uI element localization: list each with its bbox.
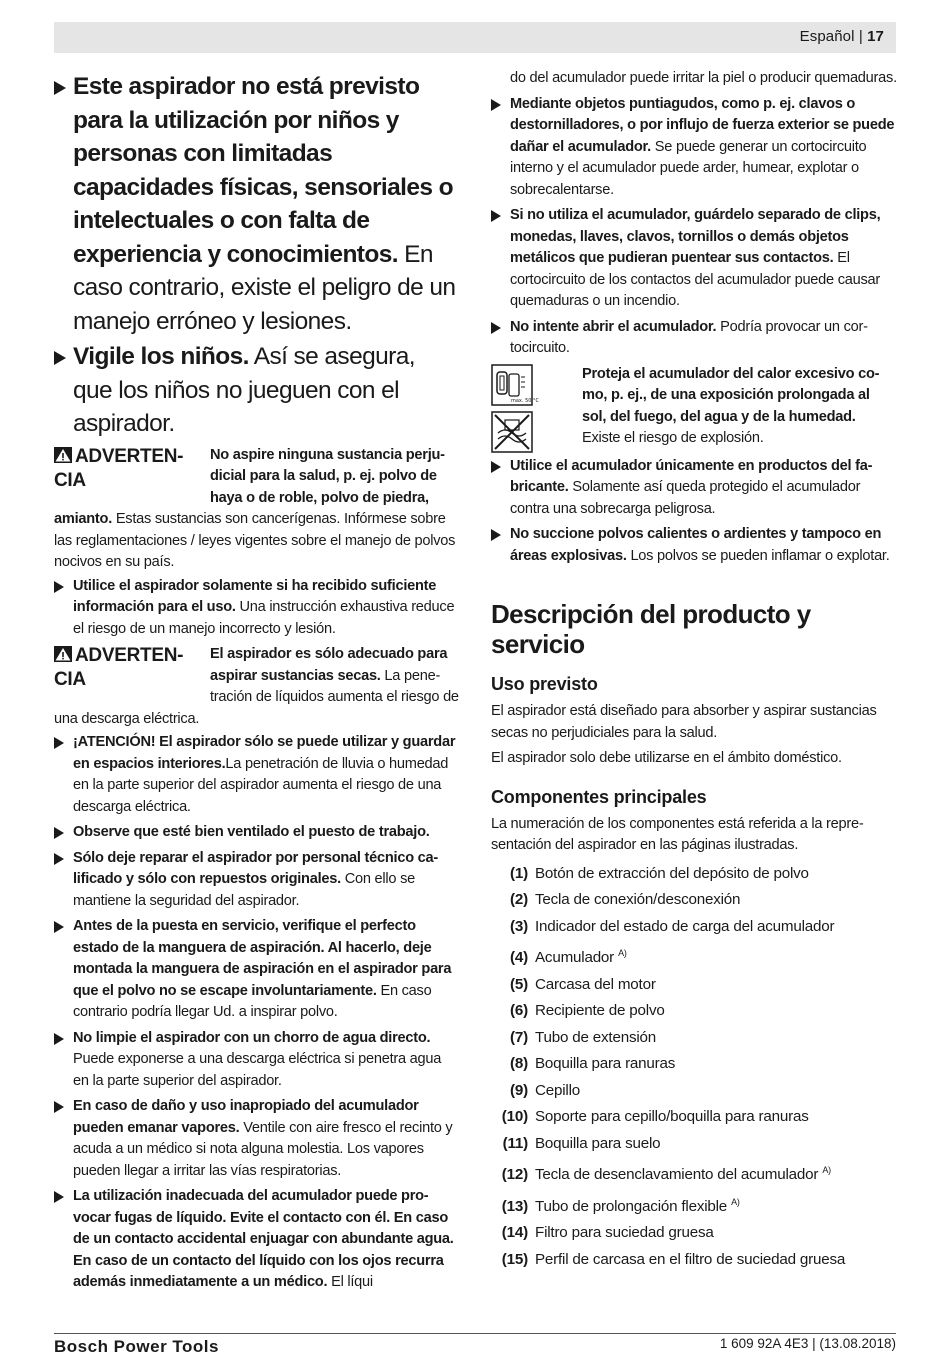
component-number: (1) [510, 864, 528, 882]
icon-label: max. 50 °C [511, 397, 540, 404]
component-item [491, 1189, 897, 1221]
bullet-text: Ventile con aire fresco el recinto y acuda a un médico si nota alguna molestia. Los vapores pueden llegar a irritar las vías respiratorias. [73, 1119, 453, 1179]
bullet-triangle-icon [54, 1101, 64, 1113]
uso-previsto-p1: El aspirador está diseñado para absorber y aspirar sustancias secas no perjudiciales para la salud. [491, 703, 877, 741]
bullet-item [54, 848, 459, 913]
bullet-text: Se puede generar un cortocircuito interno y el acumulador puede arder, humear, explotar o sobrecalentarse. [510, 138, 867, 198]
component-number: (13) [501, 1197, 528, 1215]
warning-block [54, 445, 459, 574]
bullet-item [491, 456, 897, 521]
bullet-bold: Mediante objetos puntiagudos, como p. ej. clavos o destornilladores, o por influjo de fuerza exterior se puede dañar el acumulador. [510, 95, 895, 155]
component-text: Boquilla para suelo [535, 1134, 661, 1152]
component-text: Tecla de desenclavamiento del acumulador [535, 1166, 819, 1183]
bullet-text: En caso contrario podría llegar Ud. a inspirar polvo. [73, 982, 432, 1020]
bullet-bold: No intente abrir el acumulador. [510, 318, 717, 335]
component-footnote: A) [731, 1196, 740, 1207]
bullet-bold: Utilice el acumulador únicamente en productos del fabricante. [510, 457, 873, 495]
component-number: (12) [501, 1166, 528, 1183]
warning-normal: La penetración de líquidos aumenta el riesgo de una descarga eléctrica. [54, 667, 459, 727]
component-item [491, 972, 897, 999]
bullet-triangle-icon [491, 210, 501, 222]
footer-doc-number: 1 609 92A 4E3 | (13.08.2018) [719, 1336, 896, 1351]
page-header [54, 22, 896, 53]
no-water-icon [491, 411, 533, 453]
component-item [491, 1247, 897, 1274]
component-text: Soporte para cepillo/boquilla para ranuras [535, 1108, 809, 1125]
bullet-text: El líqui [327, 1274, 373, 1290]
footer-divider [54, 1333, 896, 1334]
component-text: Cepillo [535, 1081, 581, 1099]
bullet-item [54, 576, 459, 641]
bullet-item [54, 1096, 459, 1182]
bullet-bold: Utilice el aspirador solamente si ha recibido suficiente información para el uso. [73, 577, 437, 615]
section-title: Descripción del producto y servicio [491, 599, 811, 659]
component-text: Tubo de prolongación flexible [535, 1197, 728, 1215]
component-number: (3) [510, 917, 528, 935]
component-text: Botón de extracción del depósito de polvo [535, 864, 809, 882]
bullet-item [54, 916, 459, 1024]
component-number: (5) [510, 975, 528, 993]
component-number: (11) [502, 1134, 528, 1152]
bullet-bold: Observe que esté bien ventilado el puesto de trabajo. [73, 824, 430, 840]
continuation-text: do del acumulador puede irritar la piel o producir quemaduras. [510, 70, 897, 86]
bullet-bold: ¡ATENCIÓN! El aspirador sólo se puede utilizar y guardar en espacios interiores. [73, 734, 456, 772]
bullet-text: Podría provocar un cortocircuito. [510, 318, 868, 356]
uso-previsto-title: Uso previsto [491, 674, 598, 694]
component-number: (10) [501, 1108, 528, 1125]
component-number: (2) [510, 891, 528, 908]
bullet-triangle-icon [54, 921, 64, 933]
warning-normal: Estas sustancias son cancerígenas. Infórmese sobre las reglamentaciones / leyes vigentes sobre el manejo de polvos nocivos en su país. [54, 511, 456, 570]
bullet-triangle-icon [54, 1191, 64, 1203]
component-number: (14) [501, 1224, 528, 1241]
component-number: (8) [510, 1055, 528, 1072]
component-item [491, 1051, 897, 1078]
component-item [491, 1025, 897, 1052]
bullet-item [491, 205, 897, 313]
component-item [491, 1131, 897, 1158]
bullet-text: El cortocircuito de los contactos del acumulador puede causar quemaduras o un incendio. [510, 250, 881, 309]
components-list [491, 861, 897, 1274]
bullet-triangle-icon [54, 581, 64, 593]
bullet-triangle-icon [54, 853, 64, 865]
bullet-item [54, 822, 459, 844]
component-number: (15) [501, 1250, 528, 1268]
footer-brand: Bosch Power Tools [54, 1337, 219, 1356]
bullet-item [54, 1186, 459, 1294]
component-text: Recipiente de polvo [535, 1002, 665, 1019]
component-text: Indicador del estado de carga del acumulador [535, 917, 835, 935]
bullet-bold: Sólo deje reparar el aspirador por personal técnico calificado y sólo con repuestos originales. [73, 849, 439, 887]
left-column [54, 70, 459, 1298]
warning-label [54, 644, 204, 692]
bullet-item [491, 317, 897, 360]
bullet-triangle-icon [54, 1033, 64, 1045]
bullet-text: Una instrucción exhaustiva reduce el riesgo de un manejo incorrecto y lesión. [73, 599, 455, 637]
bullet-text: La penetración de lluvia o humedad en la parte superior del aspirador aumenta el riesgo de una descarga eléctrica. [73, 755, 449, 815]
component-text: Carcasa del motor [535, 975, 656, 993]
warning-icon [54, 447, 72, 463]
page-number: 17 [867, 28, 884, 45]
bullet-triangle-icon [491, 461, 501, 473]
bullet-bold: La utilización inadecuada del acumulador puede provocar fugas de líquido. Evite el contacto con él. En caso de un contacto accidental enjuagar con abundante agua. En caso de un contacto del líquido con los ojos recurra además inmediatamente a un médico. [73, 1188, 454, 1290]
bullet-text: Puede exponerse a una descarga eléctrica si penetra agua en la parte superior del aspirador. [73, 1051, 442, 1089]
bullet-item [54, 732, 459, 818]
component-footnote: A) [618, 948, 627, 958]
warning-label-text: ADVERTENCIA [54, 445, 184, 491]
component-item [491, 1220, 897, 1247]
component-text: Acumulador [535, 949, 615, 966]
bullet-triangle-icon [54, 827, 64, 839]
header-text: Español | 17 [799, 28, 884, 45]
component-text: Boquilla para ranuras [535, 1055, 676, 1072]
component-item [491, 1078, 897, 1105]
componentes-intro: La numeración de los componentes está referida a la representación del aspirador en las páginas ilustradas. [491, 815, 864, 853]
bullet-item [491, 524, 897, 567]
component-text: Tubo de extensión [535, 1028, 656, 1046]
bullet-item [491, 94, 897, 202]
component-item [491, 1157, 897, 1189]
right-column [491, 68, 897, 1273]
component-number: (7) [510, 1028, 528, 1046]
warning-block [54, 644, 459, 730]
component-text: Filtro para suciedad gruesa [535, 1224, 714, 1241]
component-item [491, 914, 897, 941]
bullet-bold: Vigile los niños. [73, 343, 249, 370]
icon-note-bold: Proteja el acumulador del calor excesivo como, p. ej., de una exposición prolongada al sol, del fuego, del agua y de la humedad. [582, 365, 880, 425]
component-item [491, 887, 897, 914]
component-item [491, 1104, 897, 1131]
uso-previsto-p2: El aspirador solo debe utilizarse en el ámbito doméstico. [491, 750, 842, 766]
component-number: (4) [510, 949, 528, 966]
bullet-text: Así se asegura, que los niños no jueguen con el aspirador. [73, 343, 415, 437]
bullet-text: Con ello se mantiene la seguridad del aspirador. [73, 871, 415, 909]
warning-bold: No aspire ninguna sustancia perjudicial para la salud, p. ej. polvo de haya o de roble, polvo de piedra, amianto. [54, 446, 446, 527]
bullet-bold: Este aspirador no está previsto para la utilización por niños y personas con limitadas capacidades físicas, sensoriales o intelectuales o con falta de experiencia y conocimientos. [73, 73, 453, 268]
header-language: Español [799, 28, 855, 45]
intro-bullet [54, 340, 459, 441]
component-item [491, 998, 897, 1025]
bullet-text: Solamente así queda protegido el acumulador contra una sobrecarga peligrosa. [510, 479, 861, 517]
warning-label [54, 445, 204, 493]
bullet-triangle-icon [54, 737, 64, 749]
bullet-triangle-icon [491, 99, 501, 111]
temperature-icon [491, 364, 540, 406]
bullet-bold: En caso de daño y uso inapropiado del acumulador pueden emanar vapores. [73, 1098, 419, 1136]
component-footnote: A) [822, 1165, 831, 1175]
bullet-triangle-icon [491, 322, 501, 334]
bullet-bold: No succione polvos calientes o ardientes y tampoco en áreas explosivas. [510, 526, 882, 564]
component-text: Perfil de carcasa en el filtro de suciedad gruesa [535, 1250, 846, 1268]
bullet-bold: No limpie el aspirador con un chorro de agua directo. [73, 1029, 431, 1046]
intro-bullet [54, 70, 459, 338]
bullet-bold: Antes de la puesta en servicio, verifique el perfecto estado de la manguera de aspiración. Al hacerlo, deje montada la manguera de aspiración en el aspirador para que el polvo no se escape involuntariamente. [73, 918, 452, 999]
warning-icon [54, 646, 72, 662]
bullet-text: Los polvos se pueden inflamar o explotar. [626, 547, 890, 564]
bullet-triangle-icon [54, 81, 66, 95]
icon-note-text [491, 364, 897, 450]
component-number: (9) [510, 1081, 528, 1099]
componentes-title: Componentes principales [491, 786, 707, 807]
icon-note-normal: Existe el riesgo de explosión. [582, 430, 764, 446]
component-number: (6) [510, 1002, 528, 1019]
bullet-bold: Si no utiliza el acumulador, guárdelo separado de clips, monedas, llaves, clavos, tornillos o demás objetos metálicos que pudieran puentear sus contactos. [510, 207, 881, 266]
bullet-triangle-icon [491, 529, 501, 541]
component-item [491, 861, 897, 888]
warning-label-text: ADVERTENCIA [54, 645, 184, 690]
bullet-item [54, 1028, 459, 1093]
bullet-text: En caso contrario, existe el peligro de un manejo erróneo y lesiones. [73, 240, 456, 335]
icon-note [491, 364, 897, 450]
bullet-triangle-icon [54, 351, 66, 365]
component-text: Tecla de conexión/desconexión [535, 891, 741, 908]
component-item [491, 940, 897, 972]
warning-bold: El aspirador es sólo adecuado para aspirar sustancias secas. [210, 646, 448, 684]
